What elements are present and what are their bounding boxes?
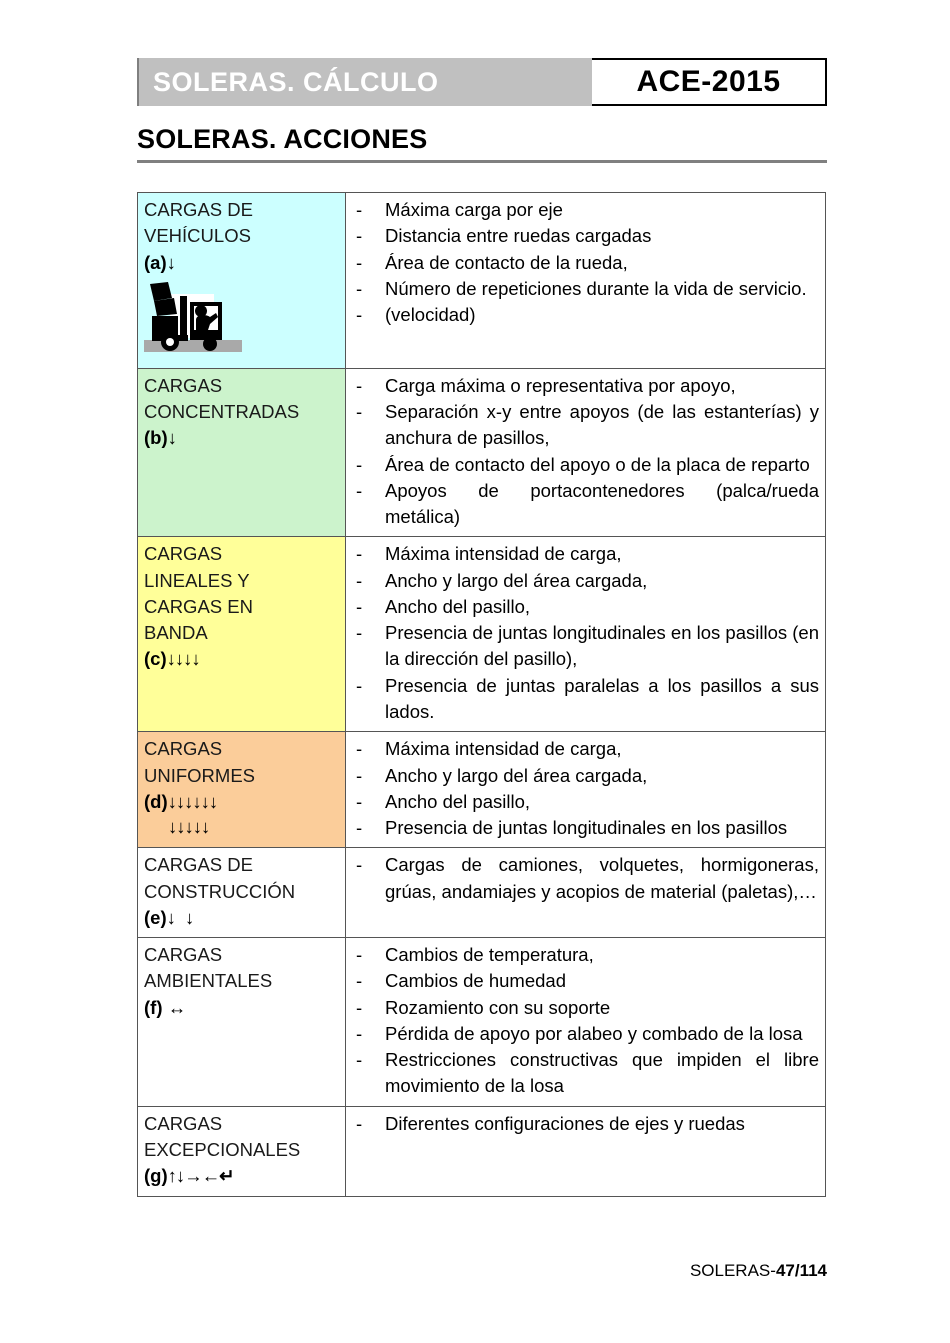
list-item-text: Separación x-y entre apoyos (de las estanterías) y anchura de pasillos, [385, 401, 819, 449]
bullet-dash-icon: - [356, 569, 363, 591]
list-item-text: Ancho y largo del área cargada, [385, 764, 648, 786]
load-parameters-cell [346, 368, 826, 537]
list-item-text: Pérdida de apoyo por alabeo y combado de la losa [385, 1022, 803, 1044]
parameter-list [352, 373, 819, 531]
list-item-text: Restricciones constructivas que impiden el libre movimiento de la losa [385, 1049, 819, 1097]
load-type-code [144, 646, 339, 672]
table-row [138, 1106, 826, 1196]
load-type-label: BANDA [144, 622, 208, 644]
load-type-code [144, 789, 339, 815]
load-parameters-cell [346, 537, 826, 732]
direction-arrow-icon-row2: ↓↓↓↓↓ [168, 816, 210, 838]
bullet-dash-icon: - [356, 401, 363, 423]
list-item-text: Máxima intensidad de carga, [385, 543, 622, 565]
list-item-text: Carga máxima o representativa por apoyo, [385, 374, 736, 396]
list-item [352, 1021, 819, 1047]
bullet-dash-icon: - [356, 1112, 363, 1134]
list-item-text: (velocidad) [385, 304, 476, 326]
load-type-label: CARGAS EN [144, 595, 253, 617]
load-type-label: CARGAS [144, 738, 223, 760]
header-band-code: ACE-2015 [636, 65, 781, 98]
bullet-dash-icon: - [356, 854, 363, 876]
load-parameters-cell [346, 938, 826, 1107]
load-parameters-cell [346, 848, 826, 938]
load-type-cell [138, 848, 346, 938]
list-item-text: Área de contacto del apoyo o de la placa de reparto [385, 453, 810, 475]
load-type-label: CARGAS [144, 374, 223, 396]
load-type-label: VEHÍCULOS [144, 225, 251, 247]
footer [0, 1261, 827, 1281]
load-type-code-letter: (f) [144, 996, 168, 1018]
load-type-label: CARGAS [144, 543, 223, 565]
list-item-text: Número de repeticiones durante la vida de servicio. [385, 277, 807, 299]
header-band-title: SOLERAS. CÁLCULO [153, 66, 439, 97]
direction-arrow-icon: ↓ ↓ [166, 906, 197, 928]
load-type-label: LINEALES Y [144, 569, 250, 591]
list-item-text: Área de contacto de la rueda, [385, 251, 628, 273]
table-row [138, 193, 826, 369]
load-type-code [144, 425, 339, 451]
parameter-list [352, 736, 819, 841]
parameter-list [352, 942, 819, 1100]
bullet-dash-icon: - [356, 479, 363, 501]
bullet-dash-icon: - [356, 817, 363, 839]
list-item-text: Apoyos de portacontenedores (palca/rueda metálica) [385, 479, 819, 528]
load-type-code [144, 250, 339, 276]
list-item [352, 995, 819, 1021]
load-parameters-cell [346, 193, 826, 369]
list-item [352, 852, 819, 905]
load-type-cell [138, 537, 346, 732]
list-item-text: Distancia entre ruedas cargadas [385, 225, 652, 247]
table-row [138, 848, 826, 938]
load-type-code-letter: (e) [144, 906, 167, 928]
bullet-dash-icon: - [356, 304, 363, 326]
table-row [138, 938, 826, 1107]
list-item [352, 1047, 819, 1100]
bullet-dash-icon: - [356, 199, 363, 220]
list-item [352, 250, 819, 276]
bullet-dash-icon: - [356, 595, 363, 617]
bullet-dash-icon: - [356, 738, 363, 760]
bullet-dash-icon: - [356, 453, 363, 475]
load-type-label: CARGAS [144, 944, 223, 966]
bullet-dash-icon: - [356, 970, 363, 992]
direction-arrow-icon: ↓↓↓↓ [166, 648, 200, 670]
list-item-text: Presencia de juntas paralelas a los pasillos a sus lados. [385, 674, 819, 722]
forklift-icon [144, 280, 242, 362]
list-item [352, 276, 819, 302]
load-type-label: CARGAS DE [144, 199, 253, 220]
parameter-list [352, 852, 819, 905]
list-item-text: Cambios de humedad [385, 970, 566, 992]
bullet-dash-icon: - [356, 251, 363, 273]
direction-arrow-icon: ↓ [167, 427, 176, 449]
load-type-cell [138, 938, 346, 1107]
load-parameters-cell [346, 732, 826, 848]
load-type-label: CONSTRUCCIÓN [144, 880, 296, 902]
load-type-label: CARGAS [144, 1112, 223, 1134]
bullet-dash-icon: - [356, 674, 363, 696]
load-type-code-letter: (a) [144, 251, 167, 273]
load-type-label: AMBIENTALES [144, 970, 273, 992]
page-title: SOLERAS. ACCIONES [137, 124, 428, 154]
list-item [352, 815, 819, 841]
direction-arrow-icon: ↓↓↓↓↓↓ [167, 790, 218, 812]
list-item-text: Ancho del pasillo, [385, 790, 531, 812]
list-item [352, 1111, 819, 1137]
bullet-dash-icon: - [356, 543, 363, 565]
bullet-dash-icon: - [356, 996, 363, 1018]
list-item-text: Máxima carga por eje [385, 199, 563, 220]
list-item [352, 568, 819, 594]
list-item [352, 302, 819, 328]
header-band [137, 58, 827, 106]
parameter-list [352, 197, 819, 328]
load-type-cell [138, 368, 346, 537]
footer-prefix: SOLERAS- [689, 1261, 776, 1280]
table-row [138, 732, 826, 848]
load-type-code [144, 1163, 339, 1189]
load-parameters-cell [346, 1106, 826, 1196]
list-item-text: Presencia de juntas longitudinales en los pasillos (en la dirección del pasillo), [385, 622, 819, 670]
direction-arrow-icon: ↓ [166, 251, 175, 273]
load-type-cell [138, 732, 346, 848]
bullet-dash-icon: - [356, 374, 363, 396]
bullet-dash-icon: - [356, 764, 363, 786]
bullet-dash-icon: - [356, 1022, 363, 1044]
title-divider [137, 160, 827, 163]
list-item-text: Rozamiento con su soporte [385, 996, 611, 1018]
load-type-label: EXCEPCIONALES [144, 1138, 301, 1160]
load-type-code-letter: (g) [144, 1165, 168, 1187]
header-band-code-box [592, 58, 827, 106]
load-type-label: CARGAS DE [144, 854, 253, 876]
list-item [352, 673, 819, 726]
bullet-dash-icon: - [356, 944, 363, 966]
bullet-dash-icon: - [356, 1049, 363, 1071]
list-item [352, 223, 819, 249]
list-item [352, 942, 819, 968]
table-row [138, 537, 826, 732]
list-item [352, 541, 819, 567]
list-item-text: Cargas de camiones, volquetes, hormigoneras, grúas, andamiajes y acopios de material (paletas),… [385, 854, 819, 902]
list-item [352, 736, 819, 762]
list-item-text: Ancho y largo del área cargada, [385, 569, 648, 591]
parameter-list [352, 1111, 819, 1137]
bullet-dash-icon: - [356, 277, 363, 299]
load-type-cell [138, 1106, 346, 1196]
load-type-cell [138, 193, 346, 369]
load-type-code-letter: (d) [144, 790, 168, 812]
list-item [352, 763, 819, 789]
list-item [352, 594, 819, 620]
load-type-label: CONCENTRADAS [144, 401, 300, 423]
bullet-dash-icon: - [356, 622, 363, 644]
list-item [352, 968, 819, 994]
list-item [352, 478, 819, 531]
bullet-dash-icon: - [356, 225, 363, 247]
list-item [352, 452, 819, 478]
list-item-text: Máxima intensidad de carga, [385, 738, 622, 760]
list-item [352, 789, 819, 815]
direction-arrow-icon: ↔ [167, 996, 186, 1018]
direction-arrow-icon: ↑↓→←↵ [167, 1165, 234, 1187]
acciones-table-body [138, 193, 826, 1197]
load-type-code-letter: (b) [144, 427, 168, 449]
list-item-text: Cambios de temperatura, [385, 944, 594, 966]
load-type-code [144, 995, 339, 1021]
acciones-table [137, 192, 826, 1197]
list-item [352, 373, 819, 399]
list-item [352, 620, 819, 673]
bullet-dash-icon: - [356, 790, 363, 812]
list-item-text: Presencia de juntas longitudinales en los pasillos [385, 817, 788, 839]
list-item [352, 197, 819, 223]
list-item-text: Diferentes configuraciones de ejes y ruedas [385, 1112, 745, 1134]
table-row [138, 368, 826, 537]
load-type-label: UNIFORMES [144, 764, 255, 786]
footer-page-number: 47/114 [775, 1261, 827, 1280]
header-band-title-box [137, 58, 592, 106]
parameter-list [352, 541, 819, 725]
load-type-code [144, 905, 339, 931]
load-type-code-letter: (c) [144, 648, 167, 670]
list-item [352, 399, 819, 452]
list-item-text: Ancho del pasillo, [385, 595, 531, 617]
